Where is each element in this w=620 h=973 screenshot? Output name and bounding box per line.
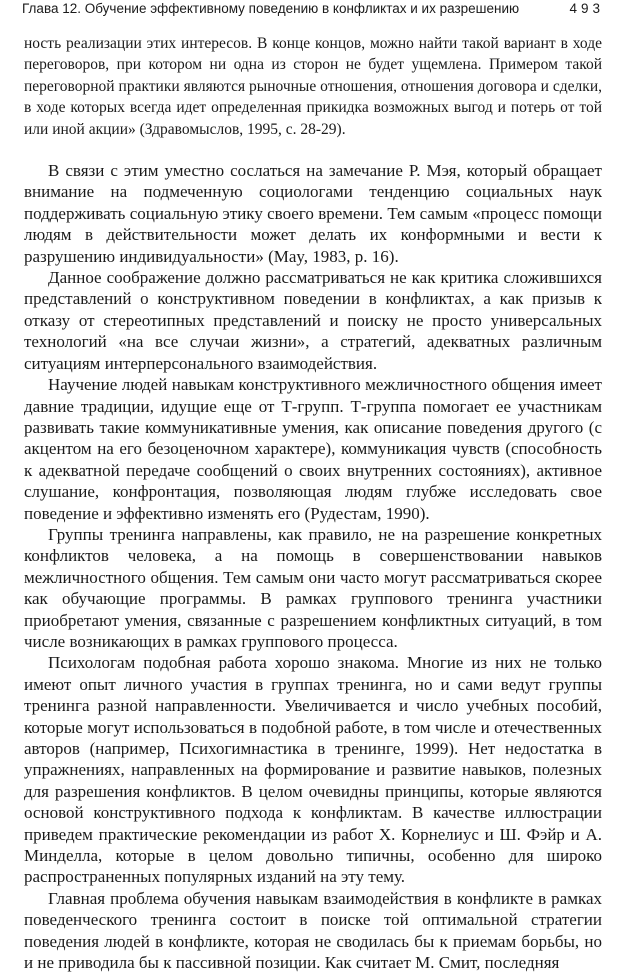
quote-continuation: ность реализации этих интересов. В конце концов, можно найти такой вариант в ходе переговоров, при котором ни одна из сторон не будет ущемлена. Примером такой переговорной практики являются рыночные отношения, отношения договора и сделки, в ходе которых всегда идет определенная прикидка возможных выгод и потерь от той или иной акции» (Здравомыслов, 1995, с. 28-29). [24, 35, 602, 138]
chapter-title: Глава 12. Обучение эффективному поведению в конфликтах и их разрешению [22, 1, 520, 16]
paragraph-training-groups: Группы тренинга направлены, как правило, не на разрешение конкретных конфликтов человека, а на помощь в совершенствовании навыков межличностного общения. Тем самым они часто могут рассматриваться скорее как обучающие программы. В рамках группового тренинга участники приобретают умения, связанные с разрешением конфликтных ситуаций, в том числе возникающих в рамках группового процесса. [24, 524, 602, 651]
page-body [24, 33, 602, 973]
paragraph-critique: Данное соображение должно рассматриваться не как критика сложившихся представлений о конструктивном поведении в конфликтах, а как призыв к отказу от стереотипных представлений и поиску не просто универсальных технологий «на все случаи жизни», а стратегий, адекватных различным ситуациям интерперсонального взаимодействия. [24, 268, 602, 373]
paragraph-main-problem: Главная проблема обучения навыкам взаимодействия в конфликте в рамках поведенческого тренинга состоит в поиске той оптимальной стратегии поведения людей в конфликте, которая не сводилась бы к приемам борьбы, но и не приводила бы к пассивной позиции. Как считает М. Смит, последняя [24, 888, 602, 973]
paragraph-may-remark: В связи с этим уместно сослаться на замечание Р. Мэя, который обращает внимание на подмеченную социологами тенденцию социальных наук поддерживать социальную этику своего времени. Тем самым «процесс помощи людям в действительности может делать их конформными и вести к разрушению индивидуальности» (May, 1983, p. 16). [24, 161, 602, 266]
running-head [22, 0, 604, 18]
paragraph-t-groups: Научение людей навыкам конструктивного межличностного общения имеет давние традиции, идущие еще от Т-групп. Т-группа помогает ее участникам развивать такие коммуникативные умения, как описание поведения другого (с акцентом на его безоценочном характере), коммуникация чувств (способность к адекватной передаче сообщений о своих внутренних состояниях), активное слушание, конфронтация, позволяющая людям глубже исследовать свое поведение и эффективно изменять его (Рудестам, 1990). [24, 375, 602, 523]
page-number: 493 [569, 1, 604, 16]
paragraph-psychologists: Психологам подобная работа хорошо знакома. Многие из них не только имеют опыт личного участия в группах тренинга, но и сами ведут группы тренинга разной направленности. Увеличивается и число учебных пособий, которые могут использоваться в подобной работе, в том числе и отечественных авторов (например, Психогимнастика в тренинге, 1999). Нет недостатка в упражнениях, направленных на формирование и развитие навыков, полезных для разрешения конфликтов. В целом очевидны принципы, которые являются основой конструктивного подхода к конфликтам. В качестве иллюстрации приведем практические рекомендации из работ Х. Корнелиус и Ш. Фэйр и А. Минделла, которые в целом довольно типичны, особенно для широко распространенных популярных изданий на эту тему. [24, 653, 602, 887]
